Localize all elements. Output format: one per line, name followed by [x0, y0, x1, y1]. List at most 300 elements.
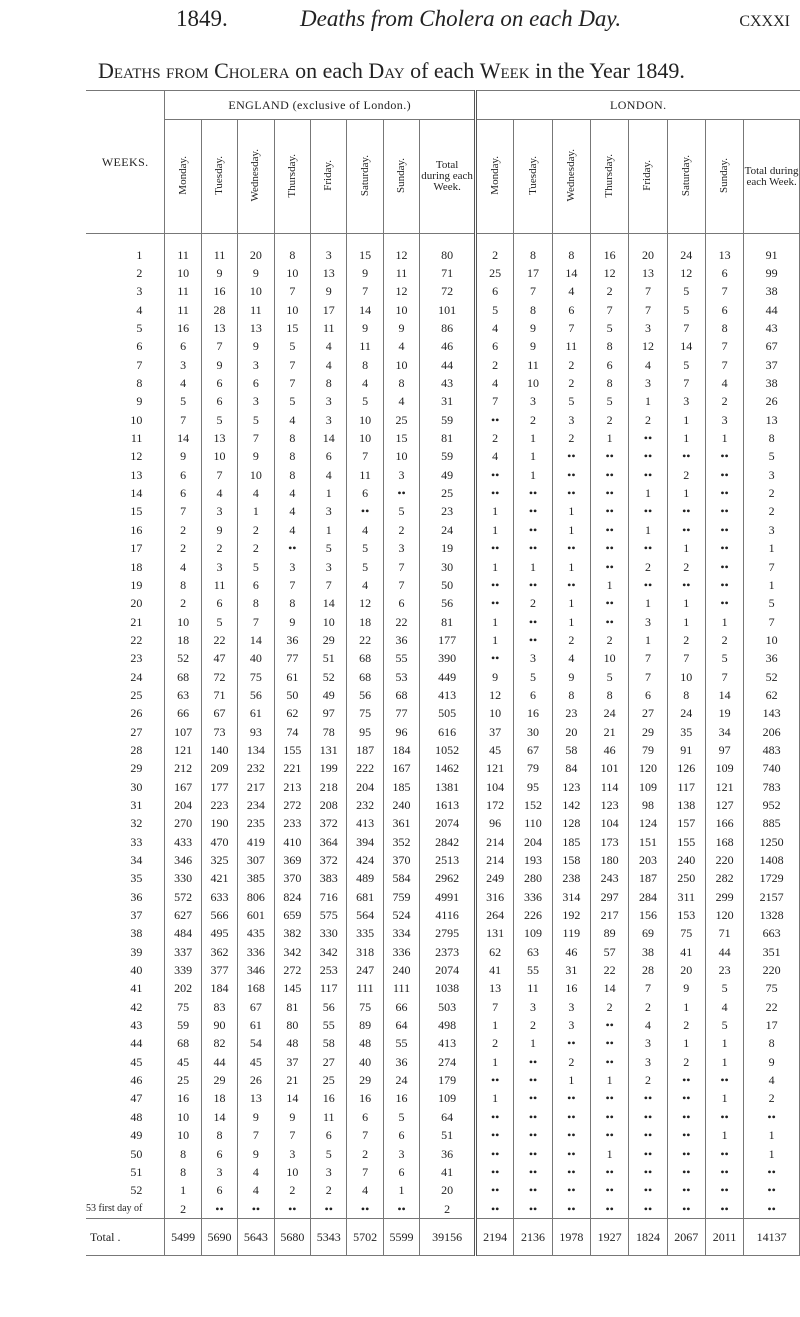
lon-day-cell: 1: [705, 1035, 743, 1053]
table-row: [86, 980, 800, 998]
eng-day-cell: 4: [347, 1182, 383, 1200]
eng-day-cell: 95: [347, 723, 383, 741]
lon-week-total: 1408: [744, 851, 800, 869]
eng-day-cell: 6: [201, 1182, 237, 1200]
week-number: 38: [130, 926, 143, 941]
lon-day-cell: ••: [590, 1182, 628, 1200]
eng-day-cell: 10: [165, 1127, 201, 1145]
eng-day-cell: 11: [311, 1108, 347, 1126]
eng-day-cell: 75: [238, 668, 274, 686]
eng-day-cell: 83: [201, 998, 237, 1016]
eng-day-cell: 2: [165, 540, 201, 558]
lon-day-cell: 8: [590, 686, 628, 704]
table-row: [86, 503, 800, 521]
lon-day-cell: ••: [514, 631, 552, 649]
lon-week-total: 5: [744, 448, 800, 466]
lon-day-cell: 4: [705, 998, 743, 1016]
eng-day-cell: 213: [274, 778, 310, 796]
eng-day-cell: 7: [274, 1127, 310, 1145]
lon-day-cell: ••: [590, 1127, 628, 1145]
eng-header-sunday: [383, 120, 419, 234]
week-number: 42: [130, 999, 143, 1014]
eng-day-cell: 524: [383, 906, 419, 924]
eng-day-cell: 10: [274, 264, 310, 282]
eng-day-cell: 11: [201, 234, 237, 265]
eng-day-label: Sunday.: [395, 157, 408, 194]
lon-day-cell: ••: [552, 466, 590, 484]
eng-day-cell: 93: [238, 723, 274, 741]
week-number: 10: [130, 412, 143, 427]
eng-day-cell: 5: [274, 338, 310, 356]
lon-day-cell: ••: [705, 521, 743, 539]
lon-day-label: Friday.: [641, 160, 654, 191]
eng-day-cell: 9: [238, 1108, 274, 1126]
eng-day-cell: 12: [347, 595, 383, 613]
lon-day-cell: 2067: [667, 1219, 705, 1256]
eng-day-cell: 10: [274, 1163, 310, 1181]
table-row: [86, 741, 800, 759]
eng-day-cell: 330: [311, 925, 347, 943]
eng-day-cell: 572: [165, 888, 201, 906]
eng-day-cell: 14: [274, 1090, 310, 1108]
lon-day-cell: 1: [514, 466, 552, 484]
lon-week-total: 36: [744, 650, 800, 668]
lon-day-cell: 297: [590, 888, 628, 906]
lon-day-cell: ••: [476, 466, 514, 484]
eng-day-cell: 48: [347, 1035, 383, 1053]
lon-day-cell: ••: [590, 540, 628, 558]
eng-week-total: 498: [420, 1016, 476, 1034]
eng-day-cell: 10: [165, 264, 201, 282]
lon-day-cell: ••: [705, 466, 743, 484]
lon-day-cell: 114: [590, 778, 628, 796]
lon-week-total: 37: [744, 356, 800, 374]
lon-day-cell: 121: [705, 778, 743, 796]
eng-day-cell: 413: [347, 815, 383, 833]
eng-week-total: 2842: [420, 833, 476, 851]
lon-day-cell: 84: [552, 760, 590, 778]
lon-day-cell: 226: [514, 906, 552, 924]
eng-week-total: 177: [420, 631, 476, 649]
lon-day-cell: 2: [667, 1053, 705, 1071]
eng-day-cell: 6: [311, 448, 347, 466]
eng-day-cell: 5: [201, 613, 237, 631]
lon-day-cell: 117: [667, 778, 705, 796]
lon-day-cell: ••: [629, 576, 667, 594]
lon-day-cell: 24: [667, 705, 705, 723]
lon-day-cell: ••: [705, 595, 743, 613]
eng-day-cell: 55: [383, 1035, 419, 1053]
eng-day-cell: 247: [347, 961, 383, 979]
lon-day-cell: 2: [629, 411, 667, 429]
lon-day-cell: 3: [514, 998, 552, 1016]
eng-day-cell: 66: [165, 705, 201, 723]
lon-day-cell: 156: [629, 906, 667, 924]
table-row: [86, 723, 800, 741]
eng-day-cell: 3: [238, 393, 274, 411]
eng-day-cell: 7: [347, 448, 383, 466]
lon-day-cell: 23: [705, 961, 743, 979]
lon-day-cell: 2: [552, 356, 590, 374]
lon-week-total: 52: [744, 668, 800, 686]
eng-day-cell: 4: [274, 521, 310, 539]
lon-day-cell: 151: [629, 833, 667, 851]
eng-day-cell: 208: [311, 796, 347, 814]
lon-day-cell: 2194: [476, 1219, 514, 1256]
lon-day-cell: ••: [705, 1200, 743, 1219]
lon-day-cell: 7: [667, 319, 705, 337]
eng-day-cell: 16: [165, 1090, 201, 1108]
eng-day-cell: 10: [274, 301, 310, 319]
lon-day-cell: 10: [667, 668, 705, 686]
eng-day-cell: 74: [274, 723, 310, 741]
lon-day-cell: ••: [514, 1053, 552, 1071]
eng-day-cell: 5: [311, 540, 347, 558]
lon-day-cell: 2: [590, 631, 628, 649]
lon-day-cell: 109: [705, 760, 743, 778]
lon-day-cell: 10: [514, 374, 552, 392]
eng-day-cell: 15: [383, 429, 419, 447]
lon-day-cell: ••: [705, 540, 743, 558]
lon-day-cell: 2: [590, 411, 628, 429]
lon-day-cell: 1: [705, 429, 743, 447]
eng-day-cell: 7: [347, 1127, 383, 1145]
lon-day-cell: ••: [514, 1071, 552, 1089]
lon-day-cell: 1: [667, 411, 705, 429]
eng-day-cell: 484: [165, 925, 201, 943]
caption-week: Week: [479, 58, 530, 83]
lon-day-cell: 185: [552, 833, 590, 851]
lon-day-cell: ••: [705, 558, 743, 576]
table-row: [86, 1016, 800, 1034]
lon-day-cell: ••: [552, 1200, 590, 1219]
eng-day-cell: 7: [274, 356, 310, 374]
eng-week-total: 2: [420, 1200, 476, 1219]
lon-day-cell: 4: [552, 650, 590, 668]
eng-day-cell: 4: [274, 484, 310, 502]
eng-day-cell: 167: [165, 778, 201, 796]
lon-day-cell: 5: [590, 668, 628, 686]
week-number: 49: [130, 1128, 143, 1143]
lon-day-cell: 7: [629, 301, 667, 319]
eng-day-cell: 2: [238, 540, 274, 558]
eng-day-cell: 47: [201, 650, 237, 668]
eng-day-cell: 11: [383, 264, 419, 282]
eng-day-cell: 52: [165, 650, 201, 668]
eng-day-cell: 185: [383, 778, 419, 796]
lon-day-cell: 5: [590, 319, 628, 337]
lon-day-cell: ••: [514, 1108, 552, 1126]
week-number: 30: [130, 779, 143, 794]
eng-week-total: 30: [420, 558, 476, 576]
eng-day-cell: 24: [383, 1071, 419, 1089]
eng-day-cell: 12: [383, 234, 419, 265]
eng-week-total: 49: [420, 466, 476, 484]
lon-week-total: 483: [744, 741, 800, 759]
eng-day-cell: 2: [165, 1200, 201, 1219]
day-column-headers: [86, 120, 800, 234]
lon-week-total: 9: [744, 1053, 800, 1071]
lon-day-cell: ••: [476, 1071, 514, 1089]
eng-day-cell: 364: [311, 833, 347, 851]
eng-day-cell: 78: [311, 723, 347, 741]
eng-day-cell: 9: [238, 448, 274, 466]
eng-day-cell: 3: [274, 1145, 310, 1163]
week-number: 45: [130, 1054, 143, 1069]
eng-day-cell: 22: [347, 631, 383, 649]
lon-day-cell: 7: [705, 283, 743, 301]
eng-day-cell: 11: [165, 283, 201, 301]
lon-day-cell: 1: [476, 613, 514, 631]
lon-day-label: Wednesday.: [564, 149, 577, 202]
table-row: [86, 1200, 800, 1219]
lon-day-cell: 7: [667, 650, 705, 668]
eng-day-cell: 272: [274, 961, 310, 979]
lon-day-cell: 2: [705, 631, 743, 649]
eng-day-cell: 370: [383, 851, 419, 869]
lon-day-cell: 3: [667, 393, 705, 411]
lon-day-cell: 2: [667, 466, 705, 484]
eng-day-cell: 470: [201, 833, 237, 851]
eng-day-cell: 7: [201, 338, 237, 356]
lon-day-cell: 16: [590, 234, 628, 265]
header-year: 1849.: [176, 6, 228, 31]
lon-day-cell: 3: [629, 613, 667, 631]
eng-week-total: 43: [420, 374, 476, 392]
lon-day-cell: 7: [590, 301, 628, 319]
lon-week-total: 2: [744, 484, 800, 502]
lon-day-cell: 44: [705, 943, 743, 961]
eng-day-cell: 346: [165, 851, 201, 869]
eng-day-cell: 336: [238, 943, 274, 961]
eng-day-cell: 7: [347, 283, 383, 301]
lon-day-cell: 153: [667, 906, 705, 924]
lon-day-cell: 2011: [705, 1219, 743, 1256]
eng-day-cell: 8: [311, 374, 347, 392]
lon-day-cell: ••: [590, 1108, 628, 1126]
eng-day-cell: 6: [383, 1127, 419, 1145]
lon-day-cell: 2: [476, 429, 514, 447]
lon-day-cell: ••: [705, 448, 743, 466]
lon-day-cell: ••: [476, 595, 514, 613]
lon-day-cell: 7: [705, 668, 743, 686]
eng-day-cell: 10: [311, 613, 347, 631]
lon-day-cell: 1: [514, 1035, 552, 1053]
lon-day-cell: 2: [667, 558, 705, 576]
lon-day-cell: 38: [629, 943, 667, 961]
lon-week-total: 7: [744, 558, 800, 576]
lon-day-cell: 21: [590, 723, 628, 741]
eng-day-cell: 421: [201, 870, 237, 888]
lon-header-total: Total during each Week.: [744, 120, 800, 234]
lon-day-cell: 31: [552, 961, 590, 979]
week-number: 23: [130, 651, 143, 666]
eng-day-cell: 111: [347, 980, 383, 998]
lon-day-cell: 3: [629, 319, 667, 337]
eng-day-cell: 2: [383, 521, 419, 539]
lon-day-cell: 138: [667, 796, 705, 814]
caption-mid: on each: [295, 58, 363, 83]
eng-week-total: 81: [420, 613, 476, 631]
lon-day-cell: 14: [552, 264, 590, 282]
eng-day-cell: 6: [238, 576, 274, 594]
lon-day-cell: 23: [552, 705, 590, 723]
eng-day-cell: 37: [274, 1053, 310, 1071]
lon-day-cell: 6: [514, 686, 552, 704]
eng-day-cell: 11: [311, 319, 347, 337]
eng-day-cell: 75: [347, 998, 383, 1016]
week-number: 26: [130, 706, 143, 721]
eng-day-cell: 145: [274, 980, 310, 998]
lon-week-total: 1328: [744, 906, 800, 924]
lon-day-cell: 2: [629, 998, 667, 1016]
lon-day-cell: ••: [476, 540, 514, 558]
lon-week-total: 1250: [744, 833, 800, 851]
eng-day-cell: 8: [165, 1145, 201, 1163]
week-number: 3: [136, 284, 143, 299]
eng-day-cell: 10: [383, 301, 419, 319]
eng-day-label: Thursday.: [285, 153, 298, 198]
lon-day-cell: 62: [476, 943, 514, 961]
table-row: [86, 815, 800, 833]
eng-header-monday: [165, 120, 201, 234]
eng-day-cell: 2: [274, 1182, 310, 1200]
eng-day-label: Wednesday.: [249, 149, 262, 202]
lon-day-cell: 6: [590, 356, 628, 374]
eng-day-cell: 7: [274, 374, 310, 392]
lon-day-cell: 1: [667, 484, 705, 502]
lon-day-cell: 75: [667, 925, 705, 943]
eng-day-cell: 22: [201, 631, 237, 649]
totals-row: [86, 1219, 800, 1256]
lon-header-saturday: [667, 120, 705, 234]
lon-day-cell: 7: [629, 980, 667, 998]
lon-day-cell: 2: [514, 1016, 552, 1034]
eng-day-cell: 424: [347, 851, 383, 869]
lon-week-total: 143: [744, 705, 800, 723]
eng-day-cell: 25: [311, 1071, 347, 1089]
week-number: 25: [130, 687, 143, 702]
lon-day-cell: 5: [476, 301, 514, 319]
lon-day-cell: 7: [629, 650, 667, 668]
lon-day-cell: 3: [552, 998, 590, 1016]
eng-day-cell: 52: [311, 668, 347, 686]
lon-day-cell: 97: [705, 741, 743, 759]
eng-day-cell: 253: [311, 961, 347, 979]
lon-day-label: Saturday.: [679, 154, 692, 197]
eng-day-cell: 56: [347, 686, 383, 704]
eng-week-total: 20: [420, 1182, 476, 1200]
table-row: [86, 1090, 800, 1108]
lon-day-cell: 13: [629, 264, 667, 282]
week-number: 6: [136, 339, 143, 354]
table-row: [86, 411, 800, 429]
eng-day-cell: 25: [383, 411, 419, 429]
eng-day-cell: 107: [165, 723, 201, 741]
table-row: [86, 558, 800, 576]
eng-day-cell: 337: [165, 943, 201, 961]
table-row: [86, 650, 800, 668]
eng-day-cell: 15: [347, 234, 383, 265]
eng-day-cell: 209: [201, 760, 237, 778]
lon-day-cell: 203: [629, 851, 667, 869]
lon-day-cell: ••: [552, 1127, 590, 1145]
eng-day-cell: 4: [311, 466, 347, 484]
eng-day-cell: 9: [238, 338, 274, 356]
eng-day-cell: 97: [311, 705, 347, 723]
week-number: 21: [130, 614, 143, 629]
eng-day-cell: 4: [311, 356, 347, 374]
week-number: 4: [136, 302, 143, 317]
lon-day-cell: 168: [705, 833, 743, 851]
lon-day-cell: 10: [476, 705, 514, 723]
week-number: 1: [136, 247, 143, 262]
lon-day-cell: 28: [629, 961, 667, 979]
lon-day-cell: ••: [705, 1182, 743, 1200]
lon-day-cell: ••: [667, 1200, 705, 1219]
eng-header-wednesday: [238, 120, 274, 234]
lon-day-cell: ••: [590, 1035, 628, 1053]
lon-week-total: 8: [744, 1035, 800, 1053]
table-row: [86, 521, 800, 539]
lon-day-cell: 172: [476, 796, 514, 814]
eng-week-total: 4116: [420, 906, 476, 924]
eng-day-cell: 18: [201, 1090, 237, 1108]
eng-week-total: 56: [420, 595, 476, 613]
lon-day-cell: 1: [629, 631, 667, 649]
eng-day-cell: 218: [311, 778, 347, 796]
lon-week-total: 38: [744, 374, 800, 392]
eng-day-cell: 4: [165, 374, 201, 392]
eng-day-cell: 1: [238, 503, 274, 521]
eng-day-cell: 9: [238, 264, 274, 282]
eng-day-cell: 383: [311, 870, 347, 888]
lon-day-cell: 127: [705, 796, 743, 814]
eng-day-cell: 627: [165, 906, 201, 924]
lon-day-cell: 24: [590, 705, 628, 723]
lon-day-cell: 1: [705, 1127, 743, 1145]
eng-day-cell: 410: [274, 833, 310, 851]
lon-week-total: 3: [744, 521, 800, 539]
table-row: [86, 374, 800, 392]
eng-day-cell: 4: [274, 411, 310, 429]
week-number: 52: [130, 1183, 143, 1198]
eng-day-cell: 6: [311, 1127, 347, 1145]
lon-day-cell: 1: [552, 558, 590, 576]
week-number: 16: [130, 522, 143, 537]
lon-day-cell: 16: [552, 980, 590, 998]
lon-header-tuesday: [514, 120, 552, 234]
lon-day-cell: 120: [629, 760, 667, 778]
eng-day-cell: 77: [383, 705, 419, 723]
lon-day-cell: 24: [667, 234, 705, 265]
eng-day-label: Friday.: [322, 160, 335, 191]
lon-day-cell: 1: [552, 613, 590, 631]
eng-day-cell: 56: [238, 686, 274, 704]
eng-day-cell: 190: [201, 815, 237, 833]
table-row: [86, 301, 800, 319]
table-row: [86, 906, 800, 924]
eng-day-cell: 716: [311, 888, 347, 906]
lon-header-thursday: [590, 120, 628, 234]
eng-day-cell: ••: [201, 1200, 237, 1219]
eng-day-cell: 82: [201, 1035, 237, 1053]
eng-day-cell: 9: [165, 448, 201, 466]
lon-day-cell: 250: [667, 870, 705, 888]
lon-week-total: 885: [744, 815, 800, 833]
eng-day-cell: 140: [201, 741, 237, 759]
lon-day-cell: ••: [590, 521, 628, 539]
